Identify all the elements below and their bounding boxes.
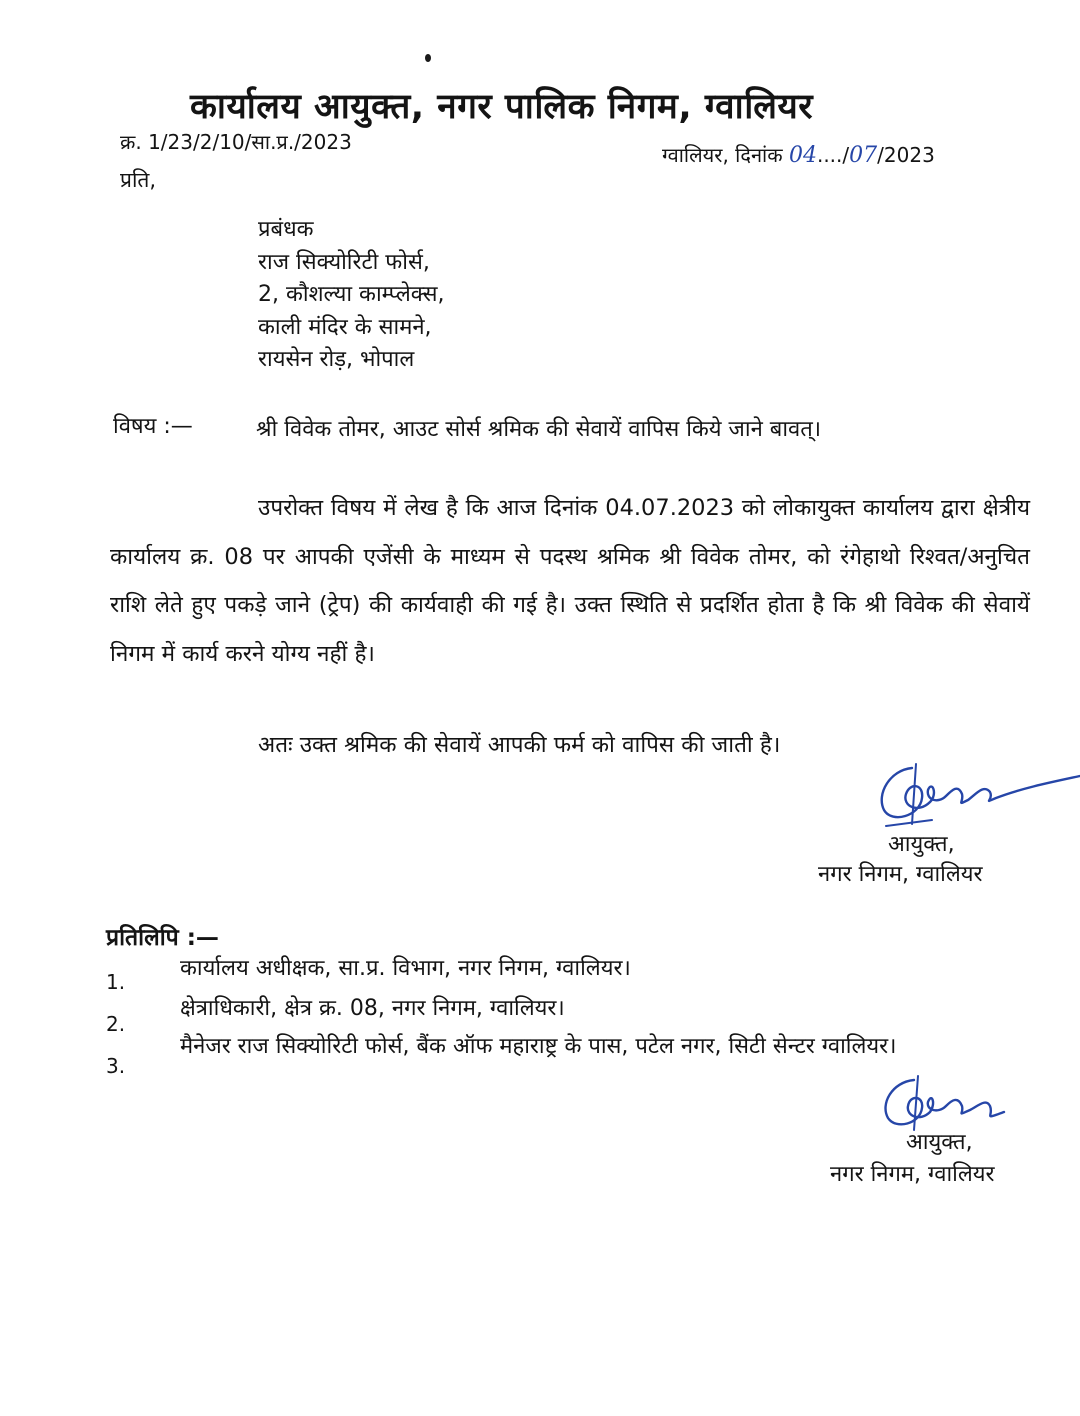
date-day: 04 — [788, 143, 817, 168]
date-year: 2023 — [883, 143, 935, 167]
signatory-office: नगर निगम, ग्वालियर — [830, 1162, 995, 1187]
body-paragraph-1: उपरोक्त विषय में लेख है कि आज दिनांक 04.07.2023 को लोकायुक्त कार्यालय द्वारा क्षेत्रीय कार्यालय क्र. 08 पर आपकी एजेंसी के माध्यम से पदस्थ श्रमिक श्री विवेक तोमर, को रंगेहाथो रिश्वत/अनुचित राशि लेते हुए पकड़े जाने (ट्रेप) की कार्यवाही की गई है। उक्त स्थिति से प्रदर्शित होता है कि श्री विवेक की सेवायें निगम में कार्य करने योग्य नहीं है। — [110, 495, 1030, 667]
copy-item-number: 2. — [106, 1012, 126, 1036]
address-line: रायसेन रोड़, भोपाल — [258, 347, 415, 372]
letter-date — [662, 141, 935, 168]
signatory-designation: आयुक्त, — [906, 1130, 973, 1155]
letterhead-title: कार्यालय आयुक्त, नगर पालिक निगम, ग्वालियर — [190, 87, 814, 127]
top-dot-mark — [425, 54, 431, 62]
reference-number: क्र. 1/23/2/10/सा.प्र./2023 — [120, 130, 352, 154]
address-line: राज सिक्योरिटी फोर्स, — [258, 249, 430, 275]
copy-to-label: प्रतिलिपि :— — [106, 925, 219, 951]
date-separator-2: / — [877, 143, 884, 167]
address-line: 2, कौशल्या काम्प्लेक्स, — [258, 282, 445, 307]
date-month: 07 — [849, 143, 878, 168]
date-prefix: ग्वालियर, दिनांक — [662, 143, 783, 167]
copy-item-number: 3. — [106, 1054, 126, 1078]
recipient-to: प्रति, — [120, 168, 157, 192]
subject-text: श्री विवेक तोमर, आउट सोर्स श्रमिक की सेवायें वापिस किये जाने बावत्। — [256, 417, 822, 442]
subject-label: विषय :— — [113, 414, 193, 439]
body-paragraph-2: अतः उक्त श्रमिक की सेवायें आपकी फर्म को वापिस की जाती है। — [258, 732, 781, 758]
signatory-designation: आयुक्त, — [888, 832, 955, 857]
recipient-address — [258, 214, 444, 377]
copy-item-text: कार्यालय अधीक्षक, सा.प्र. विभाग, नगर निगम, ग्वालियर। — [180, 956, 631, 981]
copy-item-text: मैनेजर राज सिक्योरिटी फोर्स, बैंक ऑफ महाराष्ट्र के पास, पटेल नगर, सिटी सेन्टर ग्वालियर। — [180, 1034, 897, 1059]
address-line: काली मंदिर के सामने, — [258, 314, 432, 340]
date-separator: ..../ — [816, 143, 850, 167]
address-line: प्रबंधक — [258, 217, 314, 242]
signatory-office: नगर निगम, ग्वालियर — [818, 862, 983, 887]
copy-item-number: 1. — [106, 970, 126, 994]
copy-item-text: क्षेत्राधिकारी, क्षेत्र क्र. 08, नगर निगम, ग्वालियर। — [180, 996, 565, 1021]
